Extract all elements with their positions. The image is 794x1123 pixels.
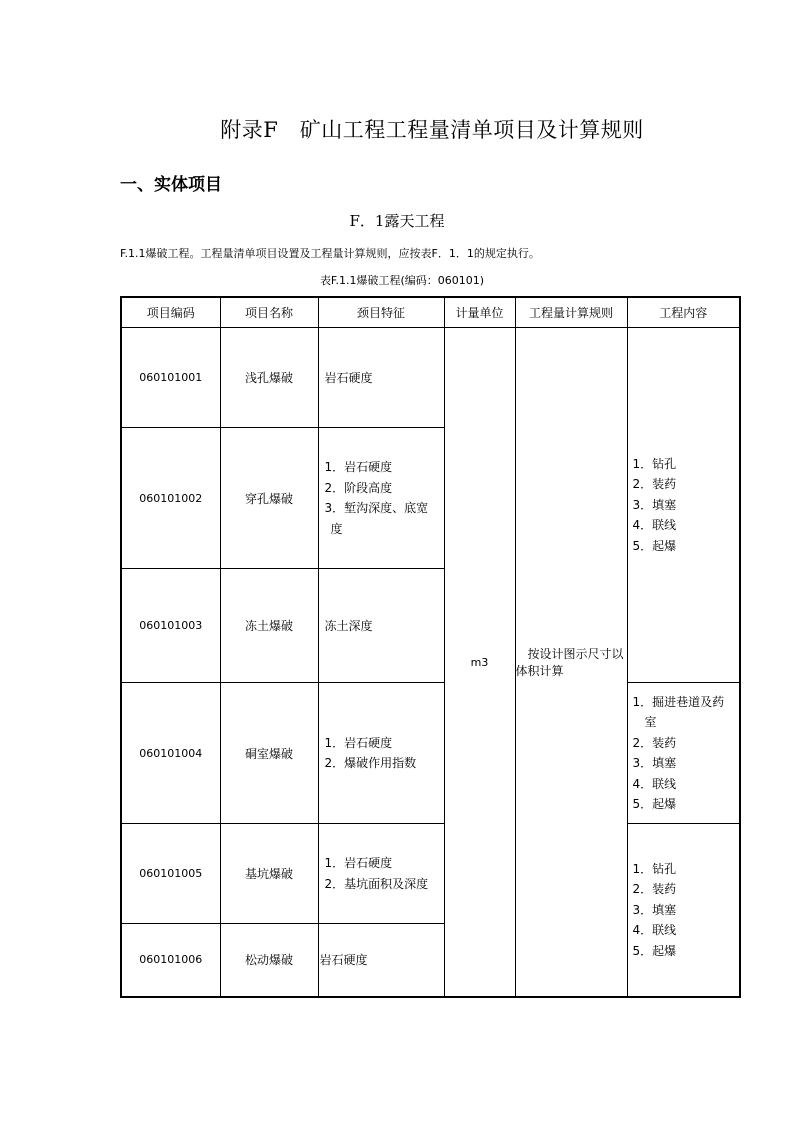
item-code: 060101002 [121,428,220,569]
table-row [121,683,740,824]
header-name: 项目名称 [220,297,318,328]
section-heading: 一、实体项目 [120,175,222,195]
work-item: 1．掘进巷道及药 [632,694,725,709]
work-item: 室 [632,715,657,729]
work-item: 1．钻孔 [632,861,677,876]
work-item: 2．装药 [632,735,677,750]
item-features [318,824,444,924]
header-rule: 工程量计算规则 [515,297,627,328]
table-row [121,824,740,924]
work-item: 4．联线 [632,776,677,791]
item-code: 060101001 [121,328,220,428]
item-code: 060101006 [121,924,220,997]
item-name: 松动爆破 [220,924,318,997]
work-item: 5．起爆 [632,538,677,553]
item-features [318,328,444,428]
feature-line: 冻土深度 [324,619,373,633]
feature-line: 1．岩石硬度 [324,856,393,870]
work-item: 4．联线 [632,518,677,533]
work-item: 3．填塞 [632,902,677,917]
feature-line: 度 [330,521,343,536]
item-code: 060101005 [121,824,220,924]
item-name: 穿孔爆破 [220,428,318,569]
work-content-cell [627,824,740,997]
unit-value: m3 [470,655,489,669]
feature-line: 2．基坑面积及深度 [324,876,429,891]
work-item: 2．装药 [632,882,677,896]
work-item: 5．起爆 [632,797,677,811]
work-content-cell [627,328,740,683]
rule-line: 按设计图示尺寸以 [515,646,624,661]
work-item: 5．起爆 [632,943,677,958]
item-features [318,428,444,569]
table-header-row [121,297,740,328]
table-caption: 表F.1.1爆破工程(编码：060101) [319,274,485,287]
item-features [318,569,444,683]
work-item: 3．填塞 [632,756,677,770]
feature-line: 岩石硬度 [319,953,368,968]
rule-line: 体积计算 [515,663,564,678]
work-item: 4．联线 [632,923,677,937]
work-content-cell [627,683,740,824]
work-item: 3．填塞 [632,497,677,512]
table-row [121,328,740,428]
feature-line: 2．爆破作用指数 [324,756,417,770]
feature-line: 岩石硬度 [324,371,373,385]
item-features [318,924,444,997]
item-code: 060101003 [121,569,220,683]
item-name: 硐室爆破 [220,683,318,824]
document-title: 附录F 矿山工程工程量清单项目及计算规则 [220,118,644,142]
feature-line: 1．岩石硬度 [324,460,393,474]
subsection-heading: F．1露天工程 [349,212,445,230]
unit-cell [444,328,515,997]
item-code: 060101004 [121,683,220,824]
item-features [318,683,444,824]
header-work: 工程内容 [627,297,740,328]
feature-line: 3．堑沟深度、底宽 [324,501,429,515]
rule-cell [515,328,627,997]
feature-line: 2．阶段高度 [324,480,393,495]
item-name: 基坑爆破 [220,824,318,924]
feature-line: 1．岩石硬度 [324,735,393,750]
work-item: 2．装药 [632,477,677,492]
header-code: 项目编码 [121,297,220,328]
header-features: 颈目特征 [318,297,444,328]
item-name: 冻土爆破 [220,569,318,683]
work-item: 1．钻孔 [632,456,677,471]
blasting-works-table [120,296,741,998]
header-unit: 计量单位 [444,297,515,328]
item-name: 浅孔爆破 [220,328,318,428]
intro-paragraph: F.1.1爆破工程。工程量清单项目设置及工程量计算规则，应按表F．1．1的规定执行。 [120,247,540,260]
